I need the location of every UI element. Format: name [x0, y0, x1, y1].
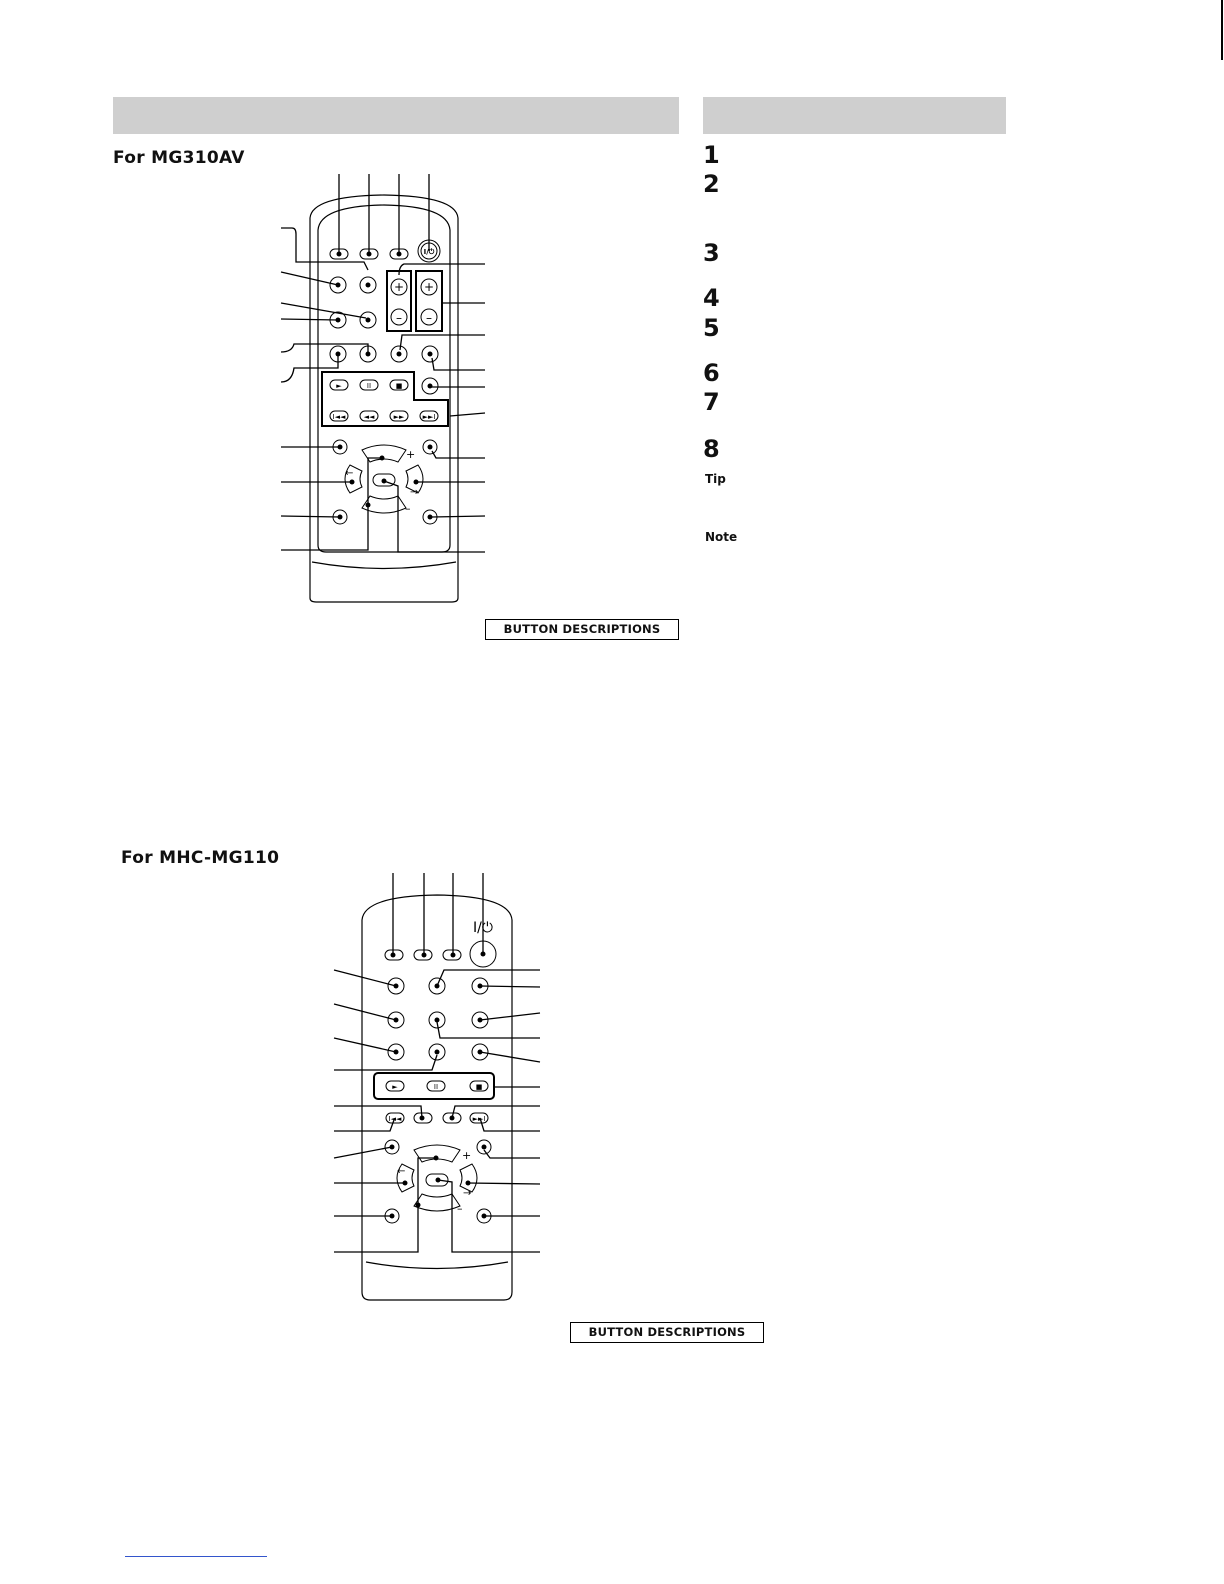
left-header-bar: [113, 97, 679, 134]
step-number: 8: [703, 435, 720, 463]
note-label: Note: [705, 530, 738, 544]
svg-text:►►: ►►: [393, 413, 405, 421]
svg-text:+: +: [423, 280, 435, 294]
svg-text:+: +: [393, 280, 405, 294]
svg-text:–: –: [457, 1202, 463, 1215]
svg-text:►: ►: [392, 1083, 398, 1091]
svg-text:–: –: [405, 502, 411, 515]
remote-diagram-mhc-mg110: [330, 870, 550, 1310]
svg-text:II: II: [366, 382, 372, 390]
page-edge-line: [1221, 0, 1223, 60]
svg-text:►: ►: [336, 382, 342, 390]
power-label: I/⏻: [473, 920, 493, 936]
svg-text:–: –: [426, 311, 432, 325]
svg-text:I◄◄: I◄◄: [332, 413, 346, 421]
svg-text:I◄◄: I◄◄: [388, 1115, 402, 1123]
step-number: 6: [703, 359, 720, 387]
model-heading-mhc-mg110: For MHC-MG110: [121, 848, 280, 868]
svg-text:►►I: ►►I: [422, 413, 436, 421]
svg-text:◄◄: ◄◄: [363, 413, 375, 421]
model-heading-mg310av: For MG310AV: [113, 148, 245, 168]
tip-label: Tip: [705, 472, 726, 486]
remote-diagram-mg310av: [270, 170, 500, 610]
svg-text:–: –: [396, 311, 402, 325]
svg-text:■: ■: [395, 382, 403, 390]
step-number: 2: [703, 170, 720, 198]
svg-text:I/⏻: I/⏻: [423, 248, 435, 256]
svg-text:←: ←: [397, 1166, 406, 1177]
step-number: 7: [703, 388, 720, 416]
svg-text:←: ←: [345, 468, 354, 479]
button-descriptions-box: BUTTON DESCRIPTIONS: [485, 619, 679, 640]
step-number: 5: [703, 314, 720, 342]
svg-text:■: ■: [475, 1083, 483, 1091]
svg-text:II: II: [433, 1083, 439, 1091]
svg-text:+: +: [406, 448, 416, 461]
step-number: 3: [703, 239, 720, 267]
step-number: 4: [703, 284, 720, 312]
svg-text:→: →: [463, 1188, 472, 1199]
right-header-bar: [703, 97, 1006, 134]
svg-text:→: →: [410, 487, 419, 498]
button-descriptions-box: BUTTON DESCRIPTIONS: [570, 1322, 764, 1343]
step-number: 1: [703, 141, 720, 169]
footer-link-line: [125, 1556, 267, 1557]
svg-text:►►I: ►►I: [472, 1115, 486, 1123]
svg-text:+: +: [462, 1149, 472, 1162]
